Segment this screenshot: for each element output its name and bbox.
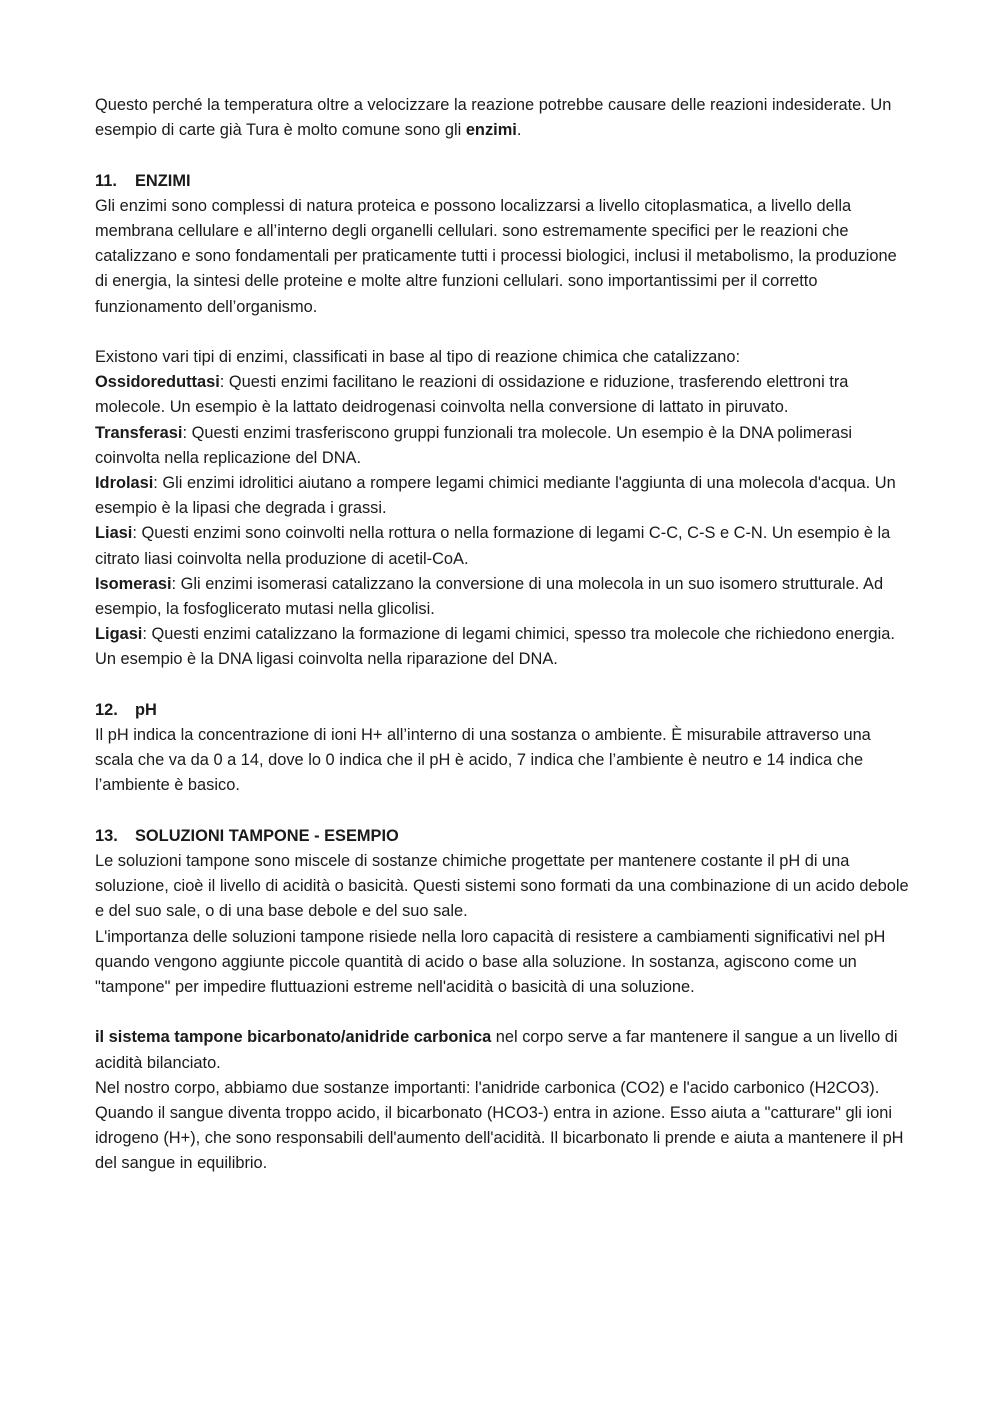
section-13-title: SOLUZIONI TAMPONE - ESEMPIO: [135, 826, 399, 845]
document-page: [95, 93, 910, 1177]
section-13-paragraph-3: [95, 1025, 910, 1075]
enzyme-type-name: Liasi: [95, 524, 133, 543]
section-13-paragraph-3-rest: nel corpo serve a far mantenere il sangue a un livello di acidità bilanciato.: [95, 1028, 898, 1072]
section-13-paragraph-2: L'importanza delle soluzioni tampone risiede nella loro capacità di resistere a cambiamenti significativi nel pH quando vengono aggiunte piccole quantità di acido o base alla soluzione. In sostanza, agiscono come un "tampone" per impedire fluttuazioni estreme nell'acidità o basicità di una soluzione.: [95, 927, 886, 997]
intro-text: Questo perché la temperatura oltre a velocizzare la reazione potrebbe causare delle reazioni indesiderate. Un esempio di carte già Tura è molto comune sono gli: [95, 96, 892, 140]
section-11-number: 11.: [95, 171, 117, 190]
enzyme-type-name: Transferasi: [95, 423, 183, 442]
enzyme-type-desc: : Questi enzimi trasferiscono gruppi funzionali tra molecole. Un esempio è la DNA polimerasi coinvolta nella replicazione del DNA.: [95, 423, 853, 467]
enzyme-type-name: Isomerasi: [95, 574, 172, 593]
section-11-heading: [95, 169, 910, 194]
section-12-title: pH: [135, 700, 157, 719]
enzyme-type-item: [95, 572, 910, 622]
enzyme-type-item: [95, 370, 910, 420]
section-12-heading: [95, 698, 910, 723]
enzyme-type-desc: : Questi enzimi sono coinvolti nella rottura o nella formazione di legami C-C, C-S e C-N. Un esempio è la citrato liasi coinvolta nella produzione di acetil-CoA.: [95, 524, 891, 568]
enzyme-type-desc: : Questi enzimi facilitano le reazioni di ossidazione e riduzione, trasferendo elettroni tra molecole. Un esempio è la lattato deidrogenasi coinvolta nella conversione di lattato in piruvato.: [95, 373, 849, 417]
enzyme-type-desc: : Gli enzimi idrolitici aiutano a rompere legami chimici mediante l'aggiunta di una molecola d'acqua. Un esempio è la lipasi che degrada i grassi.: [95, 474, 896, 518]
enzyme-types-intro: Existono vari tipi di enzimi, classificati in base al tipo di reazione chimica che catalizzano:: [95, 348, 740, 366]
section-13-paragraph-1: Le soluzioni tampone sono miscele di sostanze chimiche progettate per mantenere costante il pH di una soluzione, cioè il livello di acidità o basicità. Questi sistemi sono formati da una combinazione di un acido debole e del suo sale, o di una base debole e del suo sale.: [95, 852, 909, 921]
section-13-paragraph-4: Nel nostro corpo, abbiamo due sostanze importanti: l'anidride carbonica (CO2) e l'acido carbonico (H2CO3).: [95, 1078, 880, 1097]
section-12-number: 12.: [95, 700, 118, 719]
intro-text-end: .: [516, 121, 522, 140]
enzyme-type-item: [95, 421, 910, 471]
enzyme-type-name: Idrolasi: [95, 474, 154, 493]
enzyme-type-item: [95, 521, 910, 571]
enzyme-type-item: [95, 471, 910, 521]
enzyme-type-name: Ligasi: [95, 625, 143, 644]
enzyme-type-desc: : Questi enzimi catalizzano la formazione di legami chimici, spesso tra molecole che richiedono energia. Un esempio è la DNA ligasi coinvolta nella riparazione del DNA.: [95, 625, 895, 669]
section-13-number: 13.: [95, 826, 118, 845]
section-11-title: ENZIMI: [135, 171, 191, 190]
buffer-system-term: il sistema tampone bicarbonato/anidride carbonica: [95, 1028, 492, 1047]
enzyme-type-name: Ossidoreduttasi: [95, 373, 220, 392]
section-11-paragraph: Gli enzimi sono complessi di natura proteica e possono localizzarsi a livello citoplasmatica, a livello della membrana cellulare e all’interno degli organelli cellulari. sono estremamente specifici per le reazioni che catalizzano e sono fondamentali per praticamente tutti i processi biologici, inclusi il metabolismo, la produzione di energia, la sintesi delle proteine e molte altre funzioni cellulari. sono importantissimi per il corretto funzionamento dell’organismo.: [95, 196, 897, 316]
enzyme-type-desc: : Gli enzimi isomerasi catalizzano la conversione di una molecola in un suo isomero strutturale. Ad esempio, la fosfoglicerato mutasi nella glicolisi.: [95, 574, 884, 619]
intro-bold-term: enzimi: [465, 121, 517, 140]
section-13-paragraph-5: Quando il sangue diventa troppo acido, il bicarbonato (HCO3-) entra in azione. Esso aiuta a "catturare" gli ioni idrogeno (H+), che sono responsabili dell'aumento dell'acidità. Il bicarbonato li prende e aiuta a mantenere il pH del sangue in equilibrio.: [95, 1104, 904, 1173]
section-13-heading: [95, 824, 910, 849]
section-12-paragraph: Il pH indica la concentrazione di ioni H+ all’interno di una sostanza o ambiente. È misurabile attraverso una scala che va da 0 a 14, dove lo 0 indica che il pH è acido, 7 indica che l’ambiente è neutro e 14 indica che l’ambiente è basico.: [95, 726, 871, 795]
enzyme-type-item: [95, 622, 910, 672]
intro-paragraph: [95, 93, 910, 143]
